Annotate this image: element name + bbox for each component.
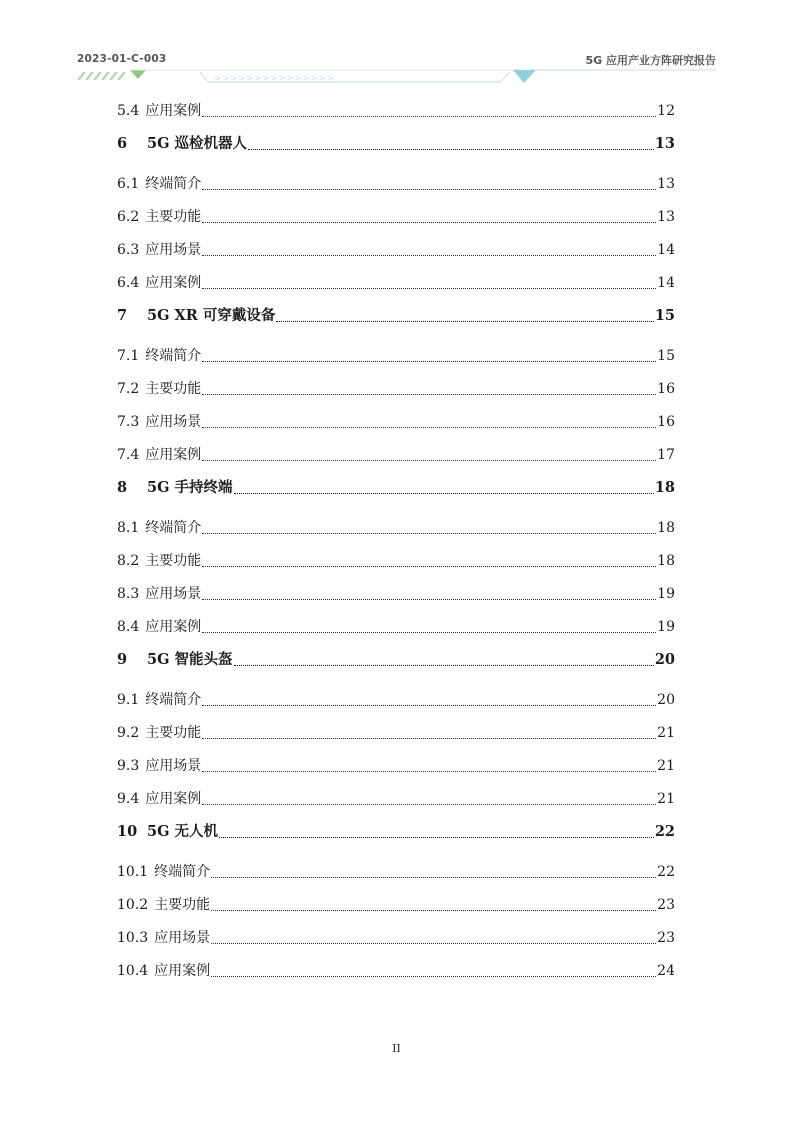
toc-section-entry[interactable] <box>117 98 675 131</box>
toc-entry-number: 8.4 <box>117 619 140 635</box>
toc-entry-page: 16 <box>657 414 675 430</box>
toc-entry-number: 9.1 <box>117 692 140 708</box>
green-triangle-icon <box>130 70 146 79</box>
toc-section-entry[interactable] <box>117 720 675 753</box>
toc-entry-number: 8.2 <box>117 553 140 569</box>
toc-entry-number: 10 <box>117 823 138 840</box>
toc-entry-page: 23 <box>657 930 675 946</box>
dot-leader <box>202 691 656 706</box>
toc-entry-number: 10.4 <box>117 963 149 979</box>
toc-entry-page: 20 <box>654 651 675 668</box>
toc-entry-number: 9.2 <box>117 725 140 741</box>
dot-leader <box>202 790 656 805</box>
toc-section-entry[interactable] <box>117 958 675 991</box>
toc-entry-number: 7.3 <box>117 414 140 430</box>
dot-leader <box>202 757 656 772</box>
toc-chapter-entry[interactable] <box>117 303 675 343</box>
toc-entry-title: 应用场景 <box>145 414 202 430</box>
toc-entry-page: 20 <box>657 692 675 708</box>
toc-chapter-entry[interactable] <box>117 647 675 687</box>
toc-section-entry[interactable] <box>117 548 675 581</box>
toc-entry-number: 8 <box>117 479 128 496</box>
toc-entry-page: 14 <box>657 275 675 291</box>
toc-section-entry[interactable] <box>117 515 675 548</box>
toc-section-entry[interactable] <box>117 409 675 442</box>
report-title: 5G 应用产业方阵研究报告 <box>585 54 716 67</box>
toc-entry-title: 5G 手持终端 <box>147 479 233 496</box>
dot-leader <box>211 863 656 878</box>
toc-entry-title: 主要功能 <box>145 381 202 397</box>
dot-leader <box>202 102 656 117</box>
toc-entry-page: 22 <box>657 864 675 880</box>
toc-entry-title: 5G 智能头盔 <box>147 651 233 668</box>
doc-code: 2023-01-C-003 <box>77 53 167 65</box>
toc-entry-number: 10.3 <box>117 930 149 946</box>
dot-leader <box>202 519 656 534</box>
toc-entry-title: 应用案例 <box>154 963 211 979</box>
toc-entry-page: 23 <box>657 897 675 913</box>
toc-entry-page: 18 <box>654 479 675 496</box>
toc-section-entry[interactable] <box>117 442 675 475</box>
toc-chapter-entry[interactable] <box>117 131 675 171</box>
toc-chapter-entry[interactable] <box>117 819 675 859</box>
toc-section-entry[interactable] <box>117 892 675 925</box>
dot-leader <box>211 896 656 911</box>
toc-section-entry[interactable] <box>117 753 675 786</box>
toc-entry-title: 主要功能 <box>145 209 202 225</box>
page-number: II <box>392 1042 401 1055</box>
toc-section-entry[interactable] <box>117 343 675 376</box>
dot-leader <box>202 585 656 600</box>
toc-section-entry[interactable] <box>117 204 675 237</box>
dot-leader <box>202 446 656 461</box>
toc-entry-title: 5G 无人机 <box>147 823 219 840</box>
toc-entry-number: 8.1 <box>117 520 140 536</box>
toc-entry-title: 主要功能 <box>145 553 202 569</box>
toc-entry-page: 18 <box>657 520 675 536</box>
toc-entry-title: 应用案例 <box>145 619 202 635</box>
toc-section-entry[interactable] <box>117 171 675 204</box>
dot-leader <box>219 823 654 839</box>
toc-chapter-entry[interactable] <box>117 475 675 515</box>
toc-entry-page: 18 <box>657 553 675 569</box>
toc-entry-number: 7 <box>117 307 128 324</box>
toc-entry-page: 17 <box>657 447 675 463</box>
dot-leader <box>202 175 656 190</box>
toc-entry-number: 9.4 <box>117 791 140 807</box>
green-stripes <box>77 72 126 80</box>
toc-entry-title: 终端简介 <box>145 520 202 536</box>
toc-entry-title: 主要功能 <box>154 897 211 913</box>
toc-entry-number: 6.4 <box>117 275 140 291</box>
toc-entry-number: 6.1 <box>117 176 140 192</box>
chevron-row: >>>>>>>>>>>>>>> <box>214 74 335 84</box>
toc-section-entry[interactable] <box>117 925 675 958</box>
toc-entry-page: 19 <box>657 586 675 602</box>
toc-entry-title: 终端简介 <box>145 176 202 192</box>
toc-section-entry[interactable] <box>117 614 675 647</box>
toc-entry-number: 8.3 <box>117 586 140 602</box>
toc-entry-number: 9.3 <box>117 758 140 774</box>
toc-entry-title: 终端简介 <box>145 348 202 364</box>
toc-entry-page: 13 <box>657 176 675 192</box>
toc-entry-page: 21 <box>657 758 675 774</box>
dot-leader <box>276 307 653 323</box>
toc-entry-title: 应用场景 <box>145 758 202 774</box>
dot-leader <box>202 241 656 256</box>
toc-entry-title: 5G 巡检机器人 <box>147 135 248 152</box>
toc-entry-number: 7.1 <box>117 348 140 364</box>
toc-entry-title: 应用案例 <box>145 103 202 119</box>
header-decoration <box>0 0 793 100</box>
dot-leader <box>202 413 656 428</box>
toc-entry-title: 应用案例 <box>145 791 202 807</box>
toc-section-entry[interactable] <box>117 581 675 614</box>
table-of-contents <box>117 98 675 991</box>
toc-entry-title: 终端简介 <box>145 692 202 708</box>
dot-leader <box>202 208 656 223</box>
toc-entry-number: 7.2 <box>117 381 140 397</box>
dot-leader <box>248 135 654 151</box>
toc-entry-page: 12 <box>657 103 675 119</box>
dot-leader <box>202 380 656 395</box>
toc-entry-title: 应用场景 <box>145 242 202 258</box>
toc-entry-page: 19 <box>657 619 675 635</box>
toc-section-entry[interactable] <box>117 237 675 270</box>
toc-section-entry[interactable] <box>117 376 675 409</box>
toc-entry-page: 15 <box>657 348 675 364</box>
toc-entry-number: 10.1 <box>117 864 149 880</box>
toc-entry-number: 10.2 <box>117 897 149 913</box>
toc-section-entry[interactable] <box>117 786 675 819</box>
dot-leader <box>202 274 656 289</box>
toc-section-entry[interactable] <box>117 270 675 303</box>
toc-entry-title: 主要功能 <box>145 725 202 741</box>
toc-entry-number: 6.2 <box>117 209 140 225</box>
toc-entry-page: 24 <box>657 963 675 979</box>
toc-entry-page: 16 <box>657 381 675 397</box>
toc-entry-page: 22 <box>654 823 675 840</box>
page-header <box>0 0 793 100</box>
toc-entry-page: 21 <box>657 791 675 807</box>
toc-entry-page: 14 <box>657 242 675 258</box>
toc-entry-number: 5.4 <box>117 103 140 119</box>
dot-leader <box>202 552 656 567</box>
toc-section-entry[interactable] <box>117 859 675 892</box>
dot-leader <box>202 347 656 362</box>
toc-entry-title: 应用案例 <box>145 275 202 291</box>
dot-leader <box>234 479 654 495</box>
toc-section-entry[interactable] <box>117 687 675 720</box>
dot-leader <box>234 651 654 667</box>
toc-entry-title: 应用场景 <box>145 586 202 602</box>
toc-entry-number: 6.3 <box>117 242 140 258</box>
toc-entry-title: 应用场景 <box>154 930 211 946</box>
dot-leader <box>202 724 656 739</box>
dot-leader <box>211 962 656 977</box>
toc-entry-title: 5G XR 可穿戴设备 <box>147 307 276 324</box>
toc-entry-number: 6 <box>117 135 128 152</box>
toc-entry-page: 15 <box>654 307 675 324</box>
dot-leader <box>202 618 656 633</box>
toc-entry-number: 7.4 <box>117 447 140 463</box>
toc-entry-page: 21 <box>657 725 675 741</box>
dot-leader <box>211 929 656 944</box>
toc-entry-title: 终端简介 <box>154 864 211 880</box>
toc-entry-page: 13 <box>657 209 675 225</box>
toc-entry-number: 9 <box>117 651 128 668</box>
blue-triangle-icon <box>513 70 536 83</box>
toc-entry-title: 应用案例 <box>145 447 202 463</box>
toc-entry-page: 13 <box>654 135 675 152</box>
